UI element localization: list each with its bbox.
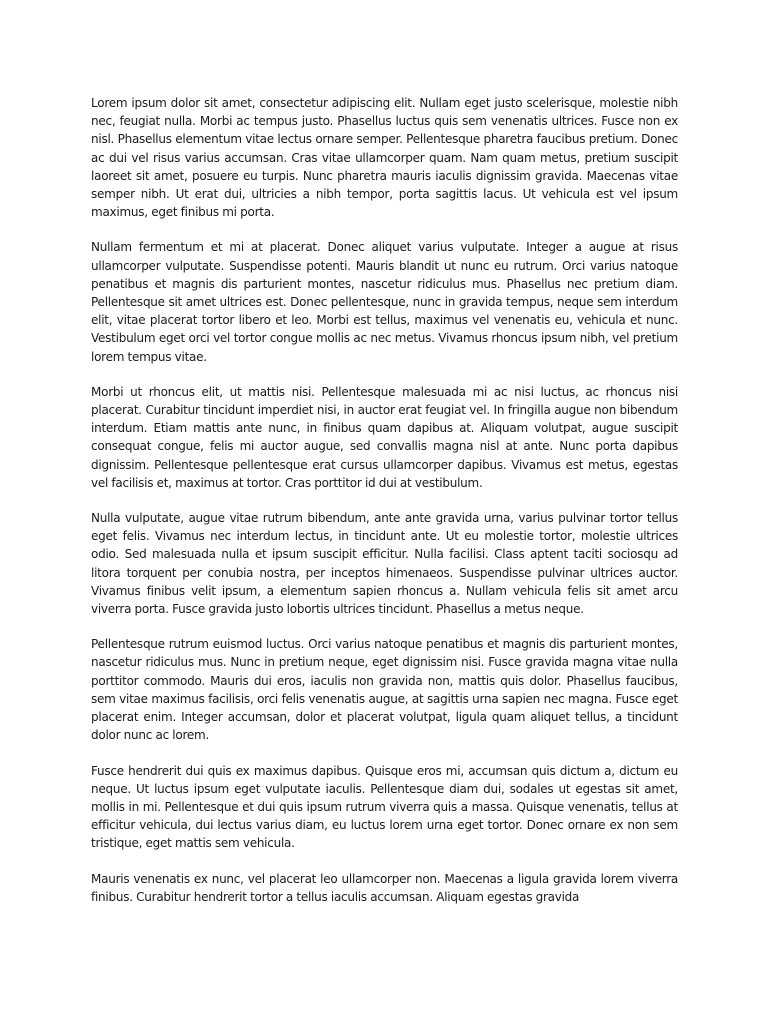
paragraph-3: Morbi ut rhoncus elit, ut mattis nisi. Pellentesque malesuada mi ac nisi luctus, ac rhoncus nisi placerat. Curabitur tincidunt imperdiet nisi, in auctor erat feugiat vel. In fringilla augue non bibendum interdum. Etiam mattis ante nunc, in finibus quam dapibus at. Aliquam volutpat, augue suscipit consequat congue, felis mi auctor augue, sed convallis magna nisl at ante. Nunc porta dapibus dignissim. Pellentesque pellentesque erat cursus ullamcorper dapibus. Vivamus est metus, egestas vel facilisis et, maximus at tortor. Cras porttitor id dui at vestibulum.	[91, 384, 678, 490]
document-page	[91, 94, 678, 932]
paragraph-6: Fusce hendrerit dui quis ex maximus dapibus. Quisque eros mi, accumsan quis dictum a, dictum eu neque. Ut luctus ipsum eget vulputate iaculis. Pellentesque diam dui, sodales ut egestas sit amet, mollis in mi. Pellentesque et dui quis ipsum rutrum viverra quis a massa. Quisque venenatis, tellus at efficitur vehicula, dui lectus varius diam, eu luctus lorem urna eget tortor. Donec ornare ex non sem tristique, eget mattis sem vehicula.	[91, 763, 678, 851]
paragraph-2: Nullam fermentum et mi at placerat. Donec aliquet varius vulputate. Integer a augue at risus ullamcorper vulputate. Suspendisse potenti. Mauris blandit ut nunc eu rutrum. Orci varius natoque penatibus et magnis dis parturient montes, nascetur ridiculus mus. Phasellus nec pretium diam. Pellentesque sit amet ultrices est. Donec pellentesque, nunc in gravida tempus, neque sem interdum elit, vitae placerat tortor libero et leo. Morbi est tellus, maximus vel venenatis eu, vehicula et nunc. Vestibulum eget orci vel tortor congue mollis ac nec metus. Vivamus rhoncus ipsum nibh, vel pretium lorem tempus vitae.	[91, 240, 678, 364]
paragraph-7: Mauris venenatis ex nunc, vel placerat leo ullamcorper non. Maecenas a ligula gravida lorem viverra finibus. Curabitur hendrerit tortor a tellus iaculis accumsan. Aliquam egestas gravida	[91, 871, 678, 904]
paragraph-1: Lorem ipsum dolor sit amet, consectetur adipiscing elit. Nullam eget justo scelerisque, molestie nibh nec, feugiat nulla. Morbi ac tempus justo. Phasellus luctus quis sem venenatis ultrices. Fusce non ex nisl. Phasellus elementum vitae lectus ornare semper. Pellentesque pharetra faucibus pretium. Donec ac dui vel risus varius accumsan. Cras vitae ullamcorper quam. Nam quam metus, pretium suscipit laoreet sit amet, posuere eu turpis. Nunc pharetra mauris iaculis dignissim gravida. Maecenas vitae semper nibh. Ut erat dui, ultricies a nibh tempor, porta sagittis lacus. Ut vehicula est vel ipsum maximus, eget finibus mi porta.	[91, 96, 678, 220]
paragraph-4: Nulla vulputate, augue vitae rutrum bibendum, ante ante gravida urna, varius pulvinar tortor tellus eget felis. Vivamus nec interdum lectus, in tincidunt ante. Ut eu molestie tortor, molestie ultrices odio. Sed malesuada nulla et ipsum suscipit efficitur. Nulla facilisi. Class aptent taciti sociosqu ad litora torquent per conubia nostra, per inceptos himenaeos. Suspendisse pulvinar ultrices auctor. Vivamus finibus velit ipsum, a elementum sapien rhoncus a. Nullam vehicula felis sit amet arcu viverra porta. Fusce gravida justo lobortis ultrices tincidunt. Phasellus a metus neque.	[91, 511, 678, 617]
paragraph-5: Pellentesque rutrum euismod luctus. Orci varius natoque penatibus et magnis dis parturient montes, nascetur ridiculus mus. Nunc in pretium neque, eget dignissim nisi. Fusce gravida magna vitae nulla porttitor commodo. Mauris dui eros, iaculis non gravida non, mattis quis dolor. Phasellus faucibus, sem vitae maximus facilisis, orci felis venenatis augue, at sagittis urna sapien nec magna. Fusce eget placerat enim. Integer accumsan, dolor et placerat volutpat, ligula quam aliquet tellus, a tincidunt dolor nunc ac lorem.	[91, 637, 678, 743]
